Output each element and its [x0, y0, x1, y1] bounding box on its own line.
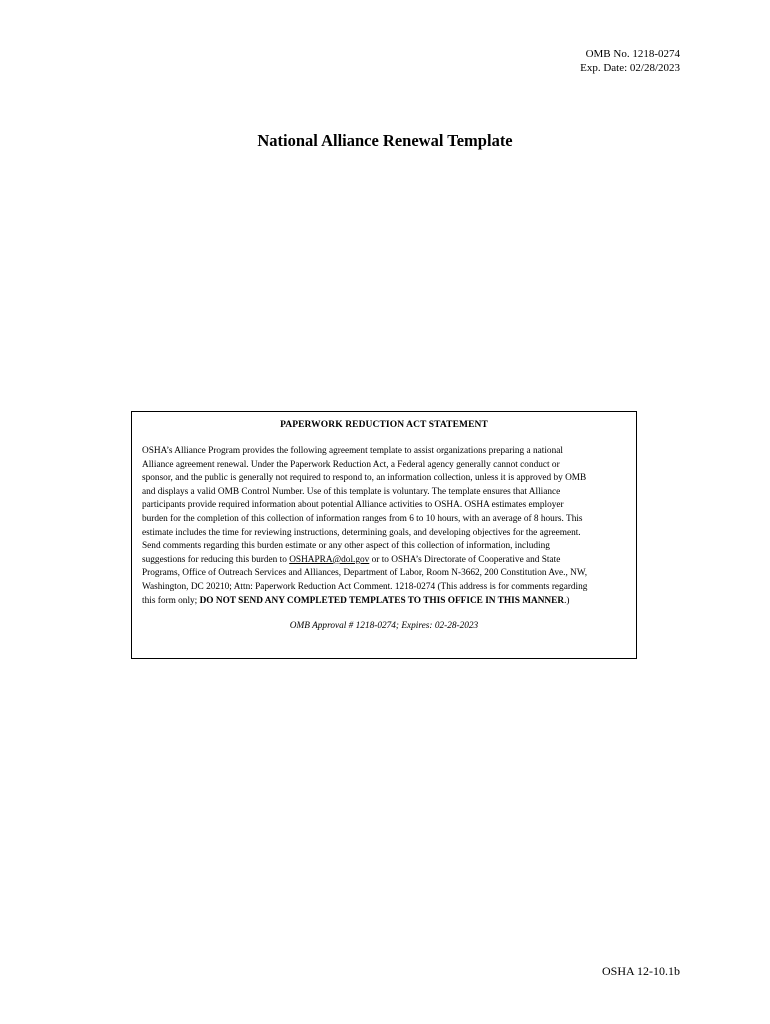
pra-line: sponsor, and the public is generally not required to respond to, an information collection, unless it is approved by OMB	[142, 473, 587, 484]
expiration-date: Exp. Date: 02/28/2023	[580, 62, 680, 74]
pra-line-text: this form only;	[142, 595, 200, 606]
omb-number: OMB No. 1218-0274	[585, 48, 680, 60]
pra-body	[142, 445, 626, 608]
pra-line: Washington, DC 20210; Attn: Paperwork Reduction Act Comment. 1218-0274 (This address is for comments regarding	[142, 581, 588, 592]
email-link[interactable]: OSHAPRA@dol.gov	[289, 554, 370, 565]
pra-line: OSHA’s Alliance Program provides the following agreement template to assist organizations preparing a national	[142, 446, 563, 456]
pra-line	[142, 595, 626, 609]
pra-line: Programs, Office of Outreach Services and Alliances, Department of Labor, Room N-3662, 200 Constitution Ave., NW,	[142, 568, 588, 579]
pra-line-text: or to OSHA’s Directorate of Cooperative and State	[369, 554, 561, 565]
pra-warning: DO NOT SEND ANY COMPLETED TEMPLATES TO THIS OFFICE IN THIS MANNER	[199, 595, 565, 606]
pra-line: burden for the completion of this collection of information ranges from 6 to 10 hours, with an average of 8 hours. This	[142, 513, 583, 524]
pra-line	[142, 554, 626, 568]
omb-approval: OMB Approval # 1218-0274; Expires: 02-28-2023	[289, 621, 479, 631]
pra-line: Alliance agreement renewal. Under the Paperwork Reduction Act, a Federal agency generally cannot conduct or	[142, 459, 560, 470]
pra-line: estimate includes the time for reviewing instructions, determining goals, and developing objectives for the agreement.	[142, 527, 581, 538]
form-code: OSHA 12-10.1b	[601, 964, 680, 978]
omb-header	[580, 47, 680, 75]
pra-line-text: suggestions for reducing this burden to	[142, 554, 290, 565]
pra-line: and displays a valid OMB Control Number. Use of this template is voluntary. The template ensures that Alliance	[142, 486, 561, 497]
pra-heading: PAPERWORK REDUCTION ACT STATEMENT	[280, 420, 488, 430]
page-title: National Alliance Renewal Template	[257, 131, 513, 150]
pra-line: Send comments regarding this burden estimate or any other aspect of this collection of information, including	[142, 541, 550, 552]
pra-line: participants provide required information about potential Alliance activities to OSHA. OSHA estimates employer	[142, 500, 564, 511]
pra-line-text: .)	[564, 595, 570, 606]
pra-statement-box	[131, 411, 637, 659]
